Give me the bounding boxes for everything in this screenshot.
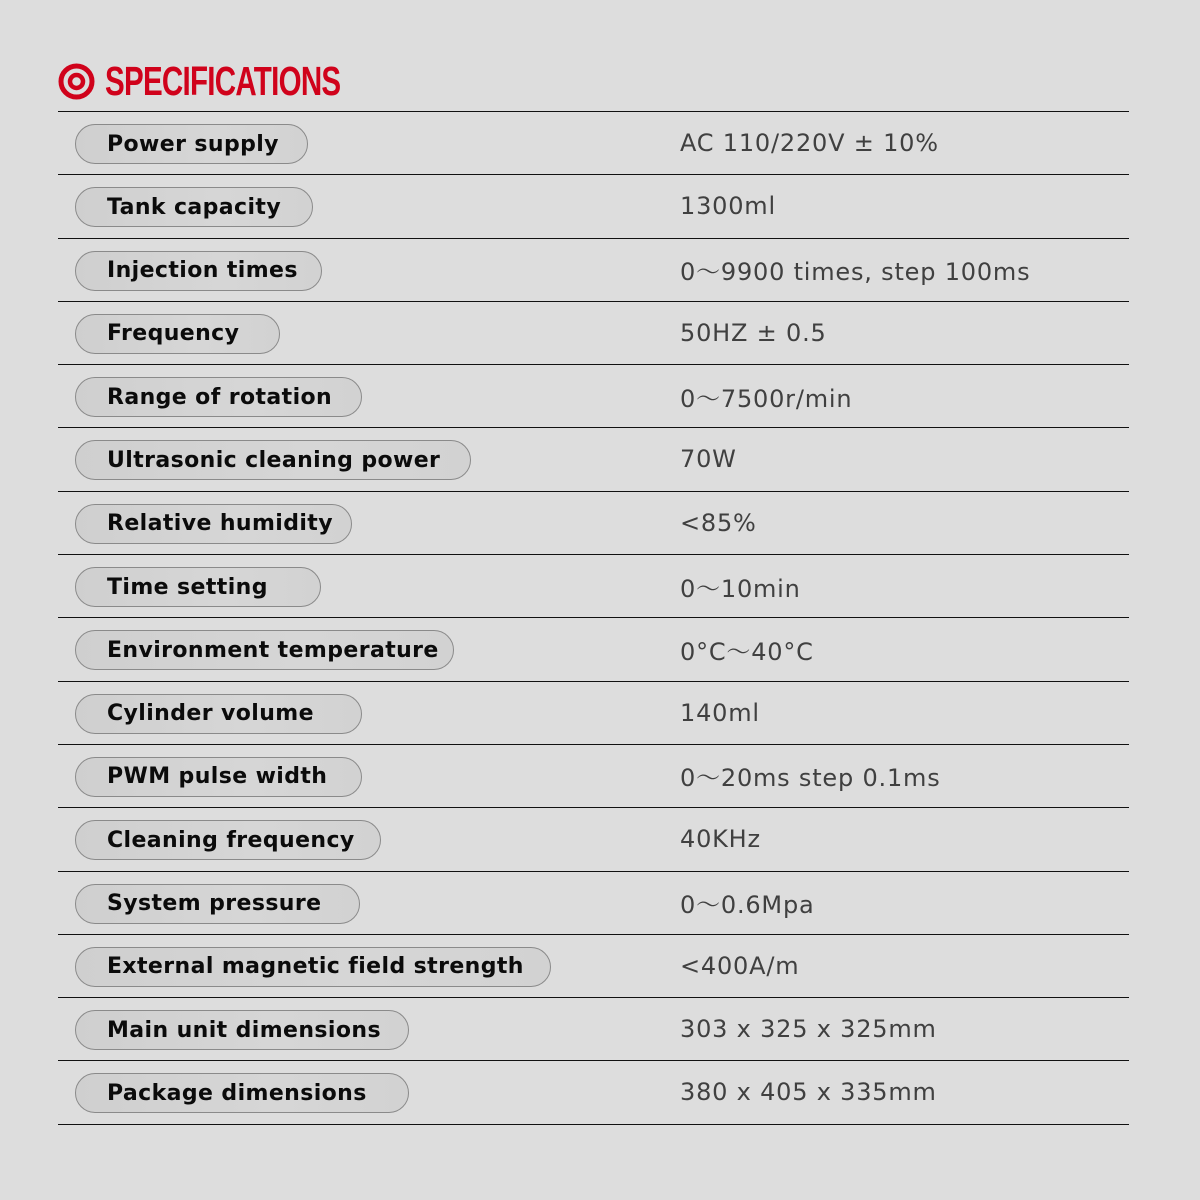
spec-row [58,112,1129,175]
spec-label: Cleaning frequency [107,827,355,853]
spec-value: 1300ml [680,192,776,221]
section-title: SPECIFICATIONS [105,58,341,104]
spec-label-pill [75,884,360,924]
spec-row [58,428,1129,491]
spec-row [58,1061,1129,1124]
spec-label: Main unit dimensions [107,1017,381,1043]
spec-row [58,492,1129,555]
spec-value: 0～7500r/min [680,384,853,413]
spec-row [58,239,1129,302]
spec-label-pill [75,251,322,291]
spec-value: <400A/m [680,951,800,980]
spec-value: 0～10min [680,574,801,603]
spec-label-pill [75,187,313,227]
spec-label: Cylinder volume [107,701,314,727]
spec-label: Relative humidity [107,511,333,537]
spec-label-pill [75,504,352,544]
spec-row [58,745,1129,808]
spec-row [58,935,1129,998]
spec-row [58,555,1129,618]
spec-label-pill [75,377,362,417]
spec-label: Package dimensions [107,1080,367,1106]
spec-row [58,365,1129,428]
spec-row [58,618,1129,681]
spec-value: 0～0.6Mpa [680,891,815,920]
spec-label-pill [75,694,362,734]
spec-value: 303 x 325 x 325mm [680,1015,937,1044]
spec-label-pill [75,1010,409,1050]
spec-row [58,302,1129,365]
spec-value: AC 110/220V ± 10% [680,129,939,157]
spec-label: PWM pulse width [107,764,328,790]
spec-label-pill [75,757,362,797]
spec-label: Environment temperature [107,637,439,663]
spec-label-pill [75,630,454,670]
spec-value: 40KHz [680,825,761,854]
spec-value: 0°C～40°C [680,637,814,666]
spec-row [58,682,1129,745]
spec-value: 140ml [680,698,760,727]
spec-label-pill [75,947,551,987]
specifications-table [58,111,1129,1125]
section-header [58,58,432,104]
spec-label: Injection times [107,258,298,284]
spec-value: 70W [680,445,737,474]
spec-value: 50HZ ± 0.5 [680,318,827,347]
spec-value: 380 x 405 x 335mm [680,1078,937,1107]
spec-label: Tank capacity [107,194,282,220]
spec-label-pill [75,820,381,860]
spec-label-pill [75,314,280,354]
spec-label: Time setting [107,574,268,600]
spec-value: 0～9900 times, step 100ms [680,258,1031,287]
spec-row [58,872,1129,935]
spec-label-pill [75,1073,409,1113]
spec-label: Range of rotation [107,384,333,410]
bullseye-icon [58,63,95,100]
spec-label-pill [75,440,471,480]
spec-row [58,808,1129,871]
spec-row [58,175,1129,238]
spec-label: Frequency [107,321,240,347]
spec-value: 0～20ms step 0.1ms [680,764,941,793]
spec-label: System pressure [107,891,322,917]
spec-label: External magnetic field strength [107,954,524,980]
spec-label-pill [75,124,308,164]
spec-label: Power supply [107,131,279,157]
spec-label: Ultrasonic cleaning power [107,447,441,473]
spec-label-pill [75,567,321,607]
spec-row [58,998,1129,1061]
spec-value: <85% [680,508,757,537]
